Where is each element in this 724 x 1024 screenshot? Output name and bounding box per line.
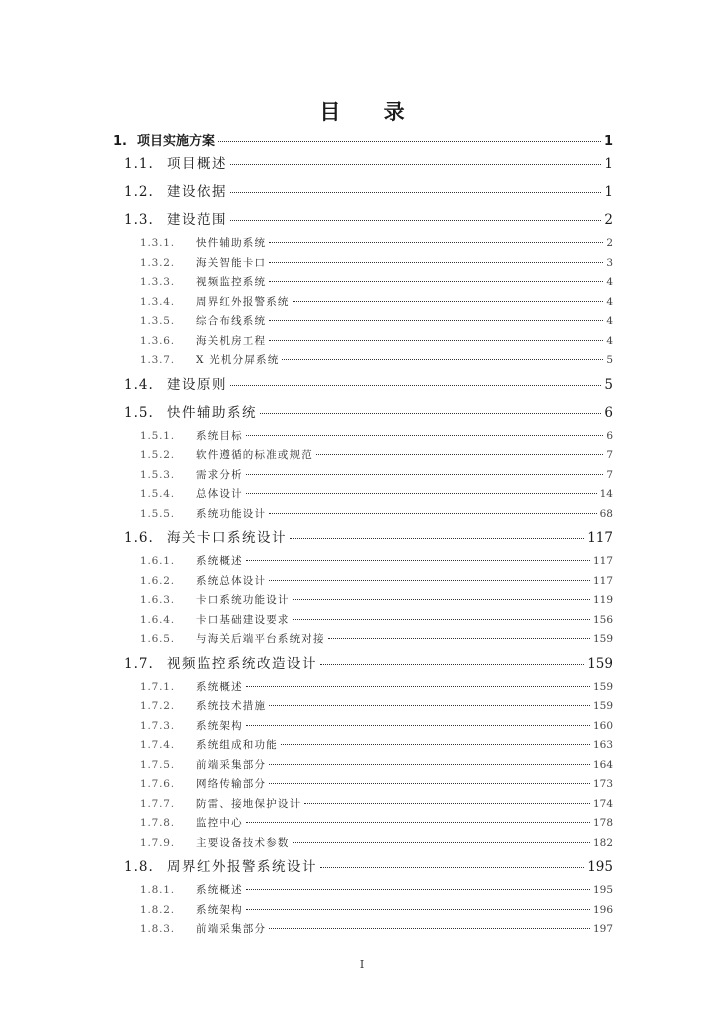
toc-entry-level-3[interactable] — [140, 795, 613, 815]
toc-entry-page: 159 — [587, 655, 613, 672]
toc-entry-page: 160 — [592, 719, 613, 732]
toc-entry-number: 1.1. — [124, 156, 154, 172]
toc-entry-level-3[interactable] — [140, 881, 613, 901]
toc-entry-level-2[interactable] — [124, 150, 613, 178]
toc-entry-number: 1.7.2. — [140, 700, 175, 712]
toc-entry-number: 1.8.3. — [140, 923, 175, 935]
toc-entry-page: 159 — [592, 633, 613, 645]
toc-entry-title: 周界红外报警系统设计 — [167, 859, 317, 875]
toc-entry-number: 1.5.5. — [140, 507, 175, 520]
toc-entry-title: 建设依据 — [167, 184, 227, 200]
dot-leader — [246, 888, 590, 890]
toc-entry-number: 1.6.4. — [140, 613, 175, 626]
toc-entry-number: 1.3.6. — [140, 334, 175, 347]
dot-leader — [269, 280, 603, 282]
toc-entry-title: 系统概述 — [196, 884, 243, 896]
dot-leader — [269, 319, 603, 321]
toc-entry-title: 卡口基础建设要求 — [196, 613, 290, 626]
toc-entry-title: 主要设备技术参数 — [196, 836, 290, 849]
toc-entry-level-3[interactable] — [140, 234, 613, 254]
toc-entry-page: 7 — [606, 468, 613, 481]
toc-entry-level-3[interactable] — [140, 901, 613, 921]
toc-entry-number: 1.5.2. — [140, 449, 175, 461]
toc-entry-number: 1.5.3. — [140, 468, 175, 481]
toc-entry-number: 1.7.7. — [140, 797, 175, 810]
toc-entry-number: 1.6. — [124, 530, 154, 546]
toc-entry-page: 178 — [592, 817, 613, 829]
toc-entry-title: 需求分析 — [196, 468, 243, 481]
dot-leader — [316, 453, 603, 455]
toc-entry-page: 182 — [592, 836, 613, 849]
toc-entry-level-2[interactable] — [124, 650, 613, 678]
dot-leader — [269, 261, 603, 263]
toc-entry-page: 6 — [604, 404, 613, 421]
toc-entry-title: X 光机分屏系统 — [196, 354, 280, 366]
toc-entry-level-3[interactable] — [140, 814, 613, 834]
page-title: 目 录 — [319, 99, 423, 124]
toc-entry-page: 1 — [604, 156, 613, 172]
toc-entry-level-3[interactable] — [140, 505, 613, 525]
toc-entry-title: 快件辅助系统 — [196, 237, 267, 249]
toc-entry-number: 1.7.5. — [140, 758, 175, 771]
toc-entry-page: 173 — [592, 778, 613, 790]
toc-entry-title: 系统总体设计 — [196, 574, 267, 587]
toc-entry-page: 164 — [592, 758, 613, 771]
dot-leader — [246, 559, 590, 561]
dot-leader — [269, 927, 590, 929]
toc-entry-number: 1.3.5. — [140, 315, 175, 327]
toc-entry-title: 防雷、接地保护设计 — [196, 797, 302, 810]
toc-entry-page: 1 — [603, 134, 613, 149]
toc-entry-page: 4 — [606, 276, 613, 288]
toc-entry-number: 1.3.2. — [140, 256, 175, 269]
toc-entry-level-3[interactable] — [140, 273, 613, 293]
toc-entry-title: 软件遵循的标准或规范 — [196, 449, 313, 461]
dot-leader — [304, 802, 590, 804]
dot-leader — [246, 685, 590, 687]
dot-leader — [230, 163, 601, 165]
toc-entry-title: 项目概述 — [167, 156, 227, 172]
toc-entry-level-2[interactable] — [124, 524, 613, 552]
toc-entry-level-3[interactable] — [140, 552, 613, 572]
dot-leader — [218, 140, 601, 142]
toc-entry-title: 项目实施方案 — [137, 134, 216, 149]
page-number: I — [359, 958, 365, 971]
toc-entry-title: 系统功能设计 — [196, 507, 267, 520]
dot-leader — [282, 358, 603, 360]
toc-entry-title: 系统目标 — [196, 429, 243, 442]
dot-leader — [246, 821, 590, 823]
toc-entry-title: 监控中心 — [196, 817, 243, 829]
dot-leader — [230, 191, 601, 193]
toc-entry-title: 系统架构 — [196, 903, 243, 916]
dot-leader — [269, 579, 590, 581]
toc-entry-page: 117 — [587, 530, 613, 546]
dot-leader — [246, 434, 604, 436]
toc-entry-level-1[interactable] — [113, 130, 613, 150]
toc-entry-page: 117 — [592, 574, 613, 587]
dot-leader — [269, 241, 603, 243]
toc-entry-page: 197 — [592, 923, 613, 935]
toc-entry-title: 系统架构 — [196, 719, 243, 732]
toc-entry-title: 系统组成和功能 — [196, 739, 278, 751]
toc-entry-page: 174 — [592, 797, 613, 810]
toc-entry-title: 视频监控系统 — [196, 276, 267, 288]
toc-entry-number: 1.8.1. — [140, 884, 175, 896]
toc-entry-title: 系统概述 — [196, 680, 243, 693]
toc-entry-level-3[interactable] — [140, 775, 613, 795]
toc-entry-number: 1.6.1. — [140, 555, 175, 567]
toc-entry-level-3[interactable] — [140, 717, 613, 737]
toc-entry-level-3[interactable] — [140, 446, 613, 466]
toc-entry-page: 195 — [587, 859, 613, 875]
toc-entry-title: 快件辅助系统 — [167, 404, 257, 421]
toc-entry-number: 1.3.7. — [140, 354, 175, 366]
toc-entry-page: 3 — [606, 256, 613, 269]
toc-entry-page: 2 — [606, 237, 613, 249]
toc-entry-level-3[interactable] — [140, 736, 613, 756]
toc-entry-title: 前端采集部分 — [196, 923, 267, 935]
toc-entry-number: 1.3. — [124, 212, 154, 228]
toc-entry-title: 系统概述 — [196, 555, 243, 567]
toc-entry-number: 1.5.1. — [140, 429, 175, 442]
toc-entry-page: 1 — [604, 184, 613, 200]
toc-entry-level-2[interactable] — [124, 206, 613, 234]
toc-entry-level-2[interactable] — [124, 371, 613, 399]
toc-entry-page: 119 — [592, 594, 613, 606]
dot-leader — [281, 743, 590, 745]
toc-entry-page: 195 — [592, 884, 613, 896]
toc-entry-page: 159 — [592, 680, 613, 693]
toc-entry-page: 163 — [592, 739, 613, 751]
toc-entry-title: 海关机房工程 — [196, 334, 267, 347]
dot-leader — [328, 637, 590, 639]
toc-entry-page: 5 — [606, 354, 613, 366]
toc-entry-page: 117 — [592, 555, 613, 567]
toc-entry-number: 1.8. — [124, 859, 154, 875]
toc-entry-number: 1.7.9. — [140, 836, 175, 849]
toc-entry-level-3[interactable] — [140, 466, 613, 486]
toc-entry-number: 1.7.4. — [140, 739, 175, 751]
dot-leader — [293, 841, 590, 843]
toc-entry-title: 建设原则 — [167, 376, 227, 393]
toc-entry-title: 建设范围 — [167, 212, 227, 228]
dot-leader — [269, 782, 590, 784]
toc-entry-level-3[interactable] — [140, 332, 613, 352]
toc-entry-page: 156 — [592, 613, 613, 626]
toc-entry-number: 1. — [113, 134, 127, 149]
dot-leader — [269, 704, 590, 706]
toc-entry-number: 1.6.3. — [140, 594, 175, 606]
dot-leader — [230, 219, 601, 221]
toc-entry-level-3[interactable] — [140, 312, 613, 332]
toc-entry-level-3[interactable] — [140, 834, 613, 854]
dot-leader — [230, 384, 601, 386]
toc-entry-number: 1.4. — [124, 376, 154, 393]
toc-entry-number: 1.5.4. — [140, 488, 175, 500]
toc-entry-page: 4 — [606, 295, 613, 308]
toc-entry-title: 与海关后端平台系统对接 — [196, 633, 325, 645]
toc-entry-page: 68 — [599, 507, 613, 520]
dot-leader — [320, 866, 584, 868]
toc-entry-title: 网络传输部分 — [196, 778, 267, 790]
toc-entry-level-3[interactable] — [140, 611, 613, 631]
toc-entry-level-3[interactable] — [140, 293, 613, 313]
toc-entry-page: 7 — [606, 449, 613, 461]
toc-entry-number: 1.3.1. — [140, 237, 175, 249]
dot-leader — [293, 300, 604, 302]
toc-entry-title: 系统技术措施 — [196, 700, 267, 712]
toc-entry-number: 1.7.6. — [140, 778, 175, 790]
toc-entry-page: 5 — [604, 376, 613, 393]
table-of-contents — [0, 130, 724, 940]
toc-entry-level-2[interactable] — [124, 178, 613, 206]
toc-entry-page: 4 — [606, 315, 613, 327]
toc-entry-title: 总体设计 — [196, 488, 243, 500]
toc-entry-number: 1.8.2. — [140, 903, 175, 916]
toc-entry-number: 1.3.3. — [140, 276, 175, 288]
dot-leader — [269, 512, 596, 514]
toc-entry-level-3[interactable] — [140, 427, 613, 447]
toc-entry-title: 综合布线系统 — [196, 315, 267, 327]
toc-entry-number: 1.2. — [124, 184, 154, 200]
toc-entry-page: 196 — [592, 903, 613, 916]
toc-entry-level-3[interactable] — [140, 630, 613, 650]
toc-entry-number: 1.3.4. — [140, 295, 175, 308]
toc-entry-level-3[interactable] — [140, 254, 613, 274]
toc-entry-page: 2 — [604, 212, 613, 228]
dot-leader — [290, 537, 584, 539]
toc-entry-level-2[interactable] — [124, 853, 613, 881]
toc-entry-number: 1.7. — [124, 655, 154, 672]
toc-entry-number: 1.6.5. — [140, 633, 175, 645]
toc-entry-level-3[interactable] — [140, 678, 613, 698]
dot-leader — [246, 492, 597, 494]
toc-entry-number: 1.5. — [124, 404, 154, 421]
toc-entry-title: 海关卡口系统设计 — [167, 530, 287, 546]
dot-leader — [293, 618, 590, 620]
toc-entry-level-2[interactable] — [124, 399, 613, 427]
toc-entry-title: 视频监控系统改造设计 — [167, 655, 317, 672]
toc-entry-level-3[interactable] — [140, 351, 613, 371]
toc-entry-number: 1.7.8. — [140, 817, 175, 829]
toc-entry-title: 海关智能卡口 — [196, 256, 267, 269]
toc-entry-level-3[interactable] — [140, 920, 613, 940]
dot-leader — [269, 763, 590, 765]
toc-entry-page: 14 — [599, 488, 613, 500]
toc-entry-page: 159 — [592, 700, 613, 712]
dot-leader — [320, 663, 584, 665]
toc-entry-title: 周界红外报警系统 — [196, 295, 290, 308]
dot-leader — [246, 908, 590, 910]
toc-entry-title: 卡口系统功能设计 — [196, 594, 290, 606]
toc-entry-level-3[interactable] — [140, 756, 613, 776]
toc-entry-page: 4 — [606, 334, 613, 347]
toc-entry-page: 6 — [606, 429, 613, 442]
toc-entry-title: 前端采集部分 — [196, 758, 267, 771]
toc-entry-level-3[interactable] — [140, 591, 613, 611]
dot-leader — [293, 598, 590, 600]
toc-entry-number: 1.6.2. — [140, 574, 175, 587]
toc-entry-level-3[interactable] — [140, 697, 613, 717]
toc-entry-number: 1.7.1. — [140, 680, 175, 693]
toc-entry-number: 1.7.3. — [140, 719, 175, 732]
dot-leader — [260, 412, 601, 414]
toc-entry-level-3[interactable] — [140, 485, 613, 505]
toc-entry-level-3[interactable] — [140, 572, 613, 592]
dot-leader — [269, 339, 603, 341]
dot-leader — [246, 724, 590, 726]
dot-leader — [246, 473, 604, 475]
